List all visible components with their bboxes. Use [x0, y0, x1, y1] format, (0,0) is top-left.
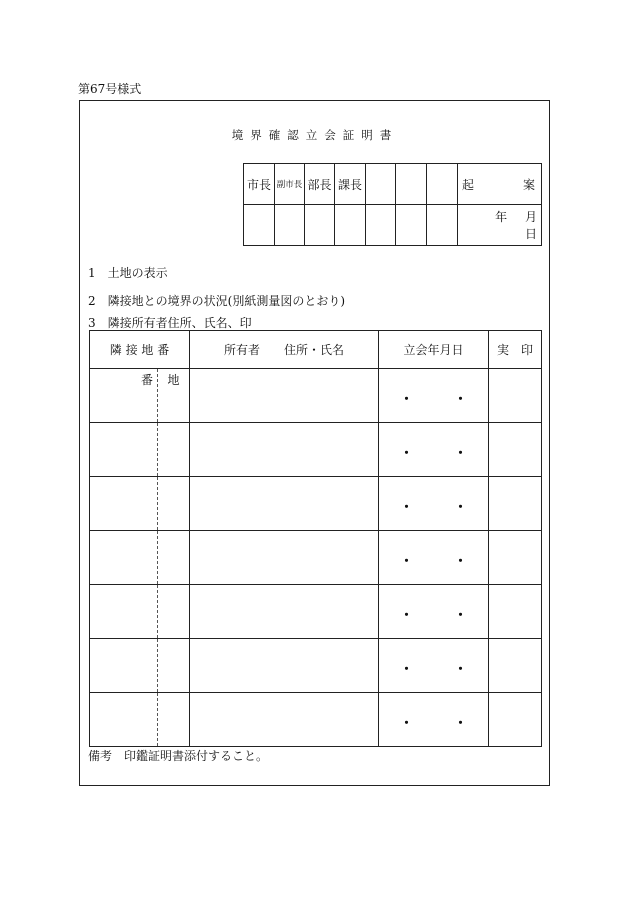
date-dot: ・ [453, 445, 468, 462]
lot-land-cell[interactable]: 地 [158, 369, 190, 423]
date-separators [379, 599, 488, 625]
owner-address-name-cell[interactable] [190, 531, 379, 585]
lot-land-cell[interactable] [158, 693, 190, 747]
seal-cell[interactable] [366, 205, 396, 246]
seal-cell[interactable] [489, 477, 542, 531]
date-separators [379, 653, 488, 679]
date-separators [379, 545, 488, 571]
date-separators [379, 437, 488, 463]
approval-role-mayor: 市長 [244, 164, 275, 205]
lot-number-cell[interactable] [90, 423, 158, 477]
date-dot: ・ [453, 391, 468, 408]
table-row [90, 423, 542, 477]
date-dot: ・ [453, 553, 468, 570]
attendance-date-cell[interactable] [379, 477, 489, 531]
seal-cell[interactable] [489, 531, 542, 585]
seal-cell[interactable] [275, 205, 305, 246]
table-row [90, 693, 542, 747]
approval-role-blank [396, 164, 427, 205]
neighbor-owners-table [89, 330, 542, 747]
date-day-label: 日 [524, 227, 537, 241]
date-dot: ・ [399, 661, 414, 678]
seal-cell[interactable] [489, 693, 542, 747]
owner-address-name-cell[interactable] [190, 693, 379, 747]
table-row [90, 477, 542, 531]
approval-role-vice-mayor: 副市長 [275, 164, 305, 205]
header-seal: 実 印 [489, 331, 542, 369]
attendance-date-cell[interactable] [379, 693, 489, 747]
seal-cell[interactable] [427, 205, 458, 246]
owner-address-name-cell[interactable] [190, 369, 379, 423]
draft-label-cell [458, 164, 542, 205]
header-attendance-date: 立会年月日 [379, 331, 489, 369]
seal-cell[interactable] [244, 205, 275, 246]
seal-cell[interactable] [305, 205, 335, 246]
seal-cell[interactable] [489, 639, 542, 693]
date-dot: ・ [399, 607, 414, 624]
draft-label-an: 案 [522, 177, 535, 192]
lot-land-cell[interactable] [158, 531, 190, 585]
header-neighbor-lot: 隣 接 地 番 [90, 331, 190, 369]
seal-cell[interactable] [335, 205, 366, 246]
seal-cell[interactable] [489, 423, 542, 477]
form-number: 第67号様式 [78, 82, 142, 96]
approval-role-blank [427, 164, 458, 205]
date-month-label: 月 [524, 210, 537, 224]
attendance-date-cell[interactable] [379, 639, 489, 693]
lot-land-cell[interactable] [158, 477, 190, 531]
date-dot: ・ [399, 445, 414, 462]
date-dot: ・ [399, 499, 414, 516]
approval-role-blank [366, 164, 396, 205]
lot-number-cell[interactable] [90, 531, 158, 585]
owner-address-name-cell[interactable] [190, 423, 379, 477]
date-separators [379, 707, 488, 733]
owner-address-name-cell[interactable] [190, 477, 379, 531]
draft-label-ki: 起 [462, 177, 475, 192]
owner-address-name-cell[interactable] [190, 585, 379, 639]
date-dot: ・ [399, 391, 414, 408]
table-row [90, 639, 542, 693]
date-dot: ・ [453, 715, 468, 732]
date-dot: ・ [453, 607, 468, 624]
table-row [90, 585, 542, 639]
date-separators [379, 383, 488, 409]
date-dot: ・ [453, 661, 468, 678]
approval-role-section-chief: 課長 [335, 164, 366, 205]
lot-land-cell[interactable] [158, 585, 190, 639]
lot-land-cell[interactable] [158, 639, 190, 693]
seal-cell[interactable] [489, 369, 542, 423]
lot-number-cell[interactable]: 番 [90, 369, 158, 423]
seal-cell[interactable] [489, 585, 542, 639]
header-owner: 所有者 住所・氏名 [190, 331, 379, 369]
attendance-date-cell[interactable] [379, 531, 489, 585]
draft-date-cell[interactable] [458, 205, 542, 246]
approval-role-director: 部長 [305, 164, 335, 205]
attendance-date-cell[interactable] [379, 423, 489, 477]
attendance-date-cell[interactable] [379, 369, 489, 423]
date-year-label: 年 [495, 210, 508, 224]
approval-stamp-box [243, 163, 542, 246]
seal-cell[interactable] [396, 205, 427, 246]
date-dot: ・ [399, 553, 414, 570]
date-dot: ・ [399, 715, 414, 732]
remarks-note: 備考 印鑑証明書添付すること。 [88, 749, 269, 763]
attendance-date-cell[interactable] [379, 585, 489, 639]
date-separators [379, 491, 488, 517]
table-row [90, 531, 542, 585]
date-dot: ・ [453, 499, 468, 516]
lot-number-cell[interactable] [90, 693, 158, 747]
document-title: 境界確認立会証明書 [231, 128, 399, 142]
lot-land-cell[interactable] [158, 423, 190, 477]
section-neighbor-owners: 3 隣接所有者住所、氏名、印 [88, 316, 252, 330]
section-boundary-status: 2 隣接地との境界の状況(別紙測量図のとおり) [88, 294, 345, 308]
owner-address-name-cell[interactable] [190, 639, 379, 693]
lot-number-cell[interactable] [90, 639, 158, 693]
table-row [90, 369, 542, 423]
section-land-description: 1 土地の表示 [88, 266, 168, 280]
lot-number-cell[interactable] [90, 477, 158, 531]
lot-number-cell[interactable] [90, 585, 158, 639]
